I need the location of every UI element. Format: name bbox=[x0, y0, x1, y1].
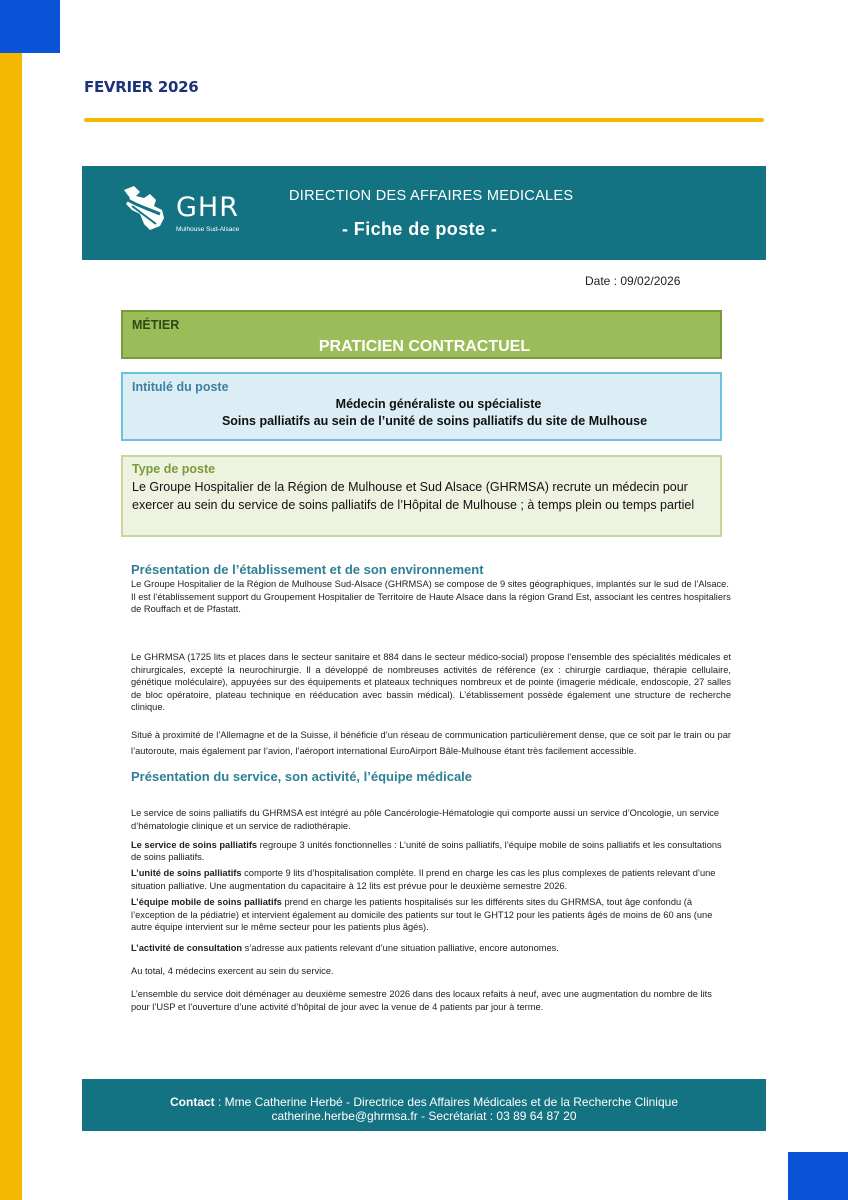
contact-label: Contact bbox=[170, 1095, 215, 1109]
alsace-map-icon bbox=[120, 184, 172, 236]
paragraph-text: regroupe 3 unités fonctionnelles : L’unité de soins palliatifs, l’équipe mobile de soins palliatifs et les consultations de soins palliatifs. bbox=[131, 839, 722, 863]
paragraph: Le GHRMSA (1725 lits et places dans le secteur sanitaire et 884 dans le secteur médico-social) propose l’ensemble des spécialités médicales et chirurgicales, excepté la neurochirurgie. Il a développé de nombreuses activités de référence (ex : chirurgie cardiaque, thérapie cellulaire, génétique moléculaire), appuyées sur des équipements et plateaux techniques nombreux et de pointe (imagerie médicale, endoscopie, 27 salles de bloc opératoire, plateau technique en rééducation avec bassin médical). L’établissement possède également une structure de recherche clinique. bbox=[131, 652, 731, 712]
logo-subtitle: Mulhouse Sud-Alsace bbox=[176, 226, 240, 233]
paragraph-text: s’adresse aux patients relevant d’une situation palliative, encore autonomes. bbox=[242, 943, 559, 954]
paragraph: Il est l’établissement support du Groupement Hospitalier de Territoire de Haute Alsace dans la région Grand Est, associant les centres hospitaliers de Rouffach et de Pfastatt. bbox=[131, 591, 731, 614]
logo-text: GHR bbox=[176, 192, 239, 223]
paragraph bbox=[131, 839, 731, 865]
paragraph: Situé à proximité de l’Allemagne et de la Suisse, il bénéficie d’un réseau de communication particulièrement dense, que ce soit par le train ou par l’autoroute, mais également par l’avion, l’aéroport international EuroAirport Bâle-Mulhouse étant très facilement accessible. bbox=[131, 730, 731, 756]
metier-label: MÉTIER bbox=[132, 318, 180, 332]
paragraph bbox=[131, 942, 731, 955]
contact-line1 bbox=[82, 1095, 766, 1109]
header-banner bbox=[82, 166, 766, 260]
paragraph-text: comporte 9 lits d’hospitalisation complète. Il prend en charge les cas les plus complexes de patients relevant d’une situation palliative. Une augmentation du capacitaire à 12 lits est prévue pour le deuxième semestre 2026. bbox=[131, 868, 716, 891]
service-heading: Présentation du service, son activité, l’équipe médicale bbox=[131, 769, 473, 784]
type-poste-label: Type de poste bbox=[132, 462, 216, 476]
divider bbox=[84, 118, 764, 122]
etablissement-location bbox=[131, 727, 731, 759]
etablissement-heading: Présentation de l’établissement et de son environnement bbox=[131, 562, 484, 577]
paragraph: L’ensemble du service doit déménager au deuxième semestre 2026 dans des locaux refaits à neuf, avec une augmentation du nombre de lits pour l’USP et l’ouverture d’une activité d’hôpital de jour avec la venue de 4 patients par jour à terme. bbox=[131, 988, 712, 1012]
intitule-line2: Soins palliatifs au sein de l’unité de soins palliatifs du site de Mulhouse bbox=[221, 414, 648, 428]
contact-line2[interactable]: catherine.herbe@ghrmsa.fr - Secrétariat : 03 89 64 87 20 bbox=[271, 1109, 577, 1123]
ghr-logo bbox=[120, 184, 250, 240]
bold-term: L’activité de consultation bbox=[131, 943, 243, 954]
paragraph: Le service de soins palliatifs du GHRMSA est intégré au pôle Cancérologie-Hématologie qui comporte aussi un service d’Oncologie, un service d’hématologie clinique et un service de radiothérapie. bbox=[131, 808, 720, 831]
metier-value: PRATICIEN CONTRACTUEL bbox=[318, 338, 531, 355]
paragraph bbox=[131, 896, 731, 934]
intitule-line1: Médecin généraliste ou spécialiste bbox=[335, 397, 542, 411]
contact-footer bbox=[82, 1079, 766, 1131]
banner-title: DIRECTION DES AFFAIRES MEDICALES bbox=[289, 188, 574, 204]
intitule-box bbox=[121, 372, 722, 441]
paragraph-text: prend en charge les patients hospitalisés sur les différents sites du GHRMSA, tout âge confondu (à l’exception de la pédiatrie) et intervient également au domicile des patients sur tout le GHT12 pour les patients âgés de moins de 60 ans (une autre équipe intervient sur le même secteur pour les patients plus âgés). bbox=[131, 896, 713, 933]
paragraph bbox=[131, 867, 731, 893]
etablissement-intro bbox=[131, 578, 731, 616]
document-date: Date : 09/02/2026 bbox=[585, 274, 681, 288]
metier-box bbox=[121, 310, 722, 359]
bold-term: L’équipe mobile de soins palliatifs bbox=[131, 896, 282, 907]
paragraph: Au total, 4 médecins exercent au sein du service. bbox=[131, 965, 334, 976]
corner-decoration-bottom-right bbox=[788, 1152, 848, 1200]
intitule-label: Intitulé du poste bbox=[132, 380, 229, 394]
contact-details: : Mme Catherine Herbé - Directrice des Affaires Médicales et de la Recherche Clinique bbox=[214, 1095, 678, 1109]
service-description bbox=[131, 807, 731, 1013]
side-stripe bbox=[0, 53, 22, 1200]
type-poste-box bbox=[121, 455, 722, 537]
month-heading: FEVRIER 2026 bbox=[84, 78, 199, 96]
paragraph: Le Groupe Hospitalier de la Région de Mulhouse Sud-Alsace (GHRMSA) se compose de 9 sites géographiques, implantés sur le sud de l’Alsace. bbox=[131, 579, 729, 589]
etablissement-details bbox=[131, 651, 731, 714]
bold-term: Le service de soins palliatifs bbox=[131, 839, 258, 850]
corner-decoration-top-left bbox=[0, 0, 60, 53]
bold-term: L’unité de soins palliatifs bbox=[131, 868, 242, 879]
banner-subtitle: - Fiche de poste - bbox=[342, 219, 498, 239]
type-poste-text: Le Groupe Hospitalier de la Région de Mulhouse et Sud Alsace (GHRMSA) recrute un médecin pour exercer au sein du service de soins palliatifs de l’Hôpital de Mulhouse ; à temps plein ou temps partiel bbox=[132, 480, 695, 512]
